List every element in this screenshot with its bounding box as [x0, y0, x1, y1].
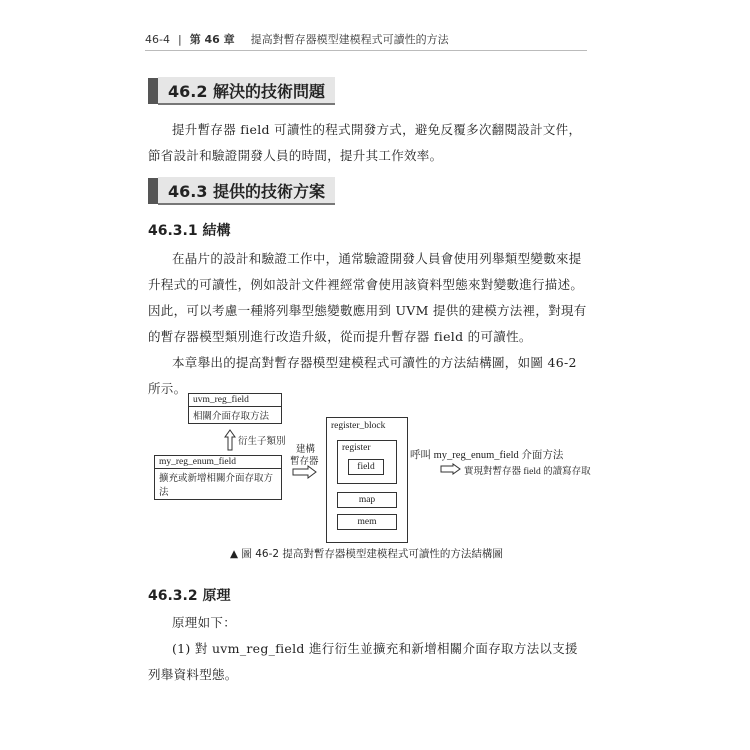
chapter-title: 提高對暫存器模型建模程式可讀性的方法 [250, 33, 449, 46]
subsection-title-4632: 46.3.2 原理 [148, 588, 231, 604]
heading-marker [148, 178, 158, 204]
mem-box: mem [337, 514, 397, 530]
header-divider: | [177, 32, 182, 46]
register-block-box [326, 417, 408, 543]
uvm-reg-field-box [188, 393, 282, 424]
register-label: register [342, 443, 371, 453]
section-title: 46.3 提供的技術方案 [158, 177, 335, 205]
register-box [337, 440, 397, 484]
heading-marker [148, 78, 158, 104]
chapter-label: 第 46 章 [189, 33, 235, 46]
section-heading-463 [148, 178, 335, 204]
section-title: 46.2 解決的技術問題 [158, 77, 335, 105]
box-methods: 相關介面存取方法 [189, 406, 281, 423]
right-arrow-icon [440, 463, 462, 475]
running-header [145, 28, 587, 51]
derive-label: 衍生子類別 [238, 437, 286, 447]
figure-caption: ▲ 圖 46-2 提高對暫存器模型建模程式可讀性的方法結構圖 [230, 548, 503, 560]
box-methods: 擴充或新增相關介面存取方法 [155, 468, 281, 499]
list-item: (1) 對 uvm_reg_field 進行衍生並擴充和新增相關介面存取方法以支援列舉資料型態。 [148, 641, 578, 682]
right-arrow-icon [292, 465, 318, 479]
up-arrow-icon [224, 429, 236, 451]
call-label: 呼叫 my_reg_enum_field 介面方法 [410, 450, 564, 461]
paragraph: 原理如下： [172, 615, 237, 630]
box-title: uvm_reg_field [193, 395, 249, 405]
section-heading-462 [148, 78, 335, 104]
paragraph: 提升暫存器 field 可讀性的程式開發方式，避免反覆多次翻閱設計文件，節省設計和驗證開發人員的時間，提升其工作效率。 [148, 122, 582, 163]
map-box: map [337, 492, 397, 508]
paragraph: 本章舉出的提高對暫存器模型建模程式可讀性的方法結構圖，如圖 46-2 所示。 [148, 355, 577, 396]
field-box: field [348, 459, 384, 475]
subsection-title-4631: 46.3.1 結構 [148, 223, 231, 239]
paragraph: 在晶片的設計和驗證工作中，通常驗證開發人員會使用列舉類型變數來提升程式的可讀性，例如設計文件裡經常會使用該資料型態來對變數進行描述。因此，可以考慮一種將列舉型態變數應用到 UVM 提供的建模方法裡，對現有的暫存器模型類別進行改造升級，從而提升暫存器 field 的可讀性。 [148, 251, 587, 344]
register-block-label: register_block [331, 421, 386, 431]
box-title: my_reg_enum_field [159, 457, 237, 467]
my-reg-enum-field-box [154, 455, 282, 500]
realize-label: 實現對暫存器 field 的讀寫存取 [464, 467, 591, 477]
build-label-line1: 建構 [296, 445, 316, 455]
build-label-line2: 暫存器 [290, 457, 319, 467]
structure-diagram [148, 385, 598, 550]
page-number: 46-4 [145, 32, 170, 46]
